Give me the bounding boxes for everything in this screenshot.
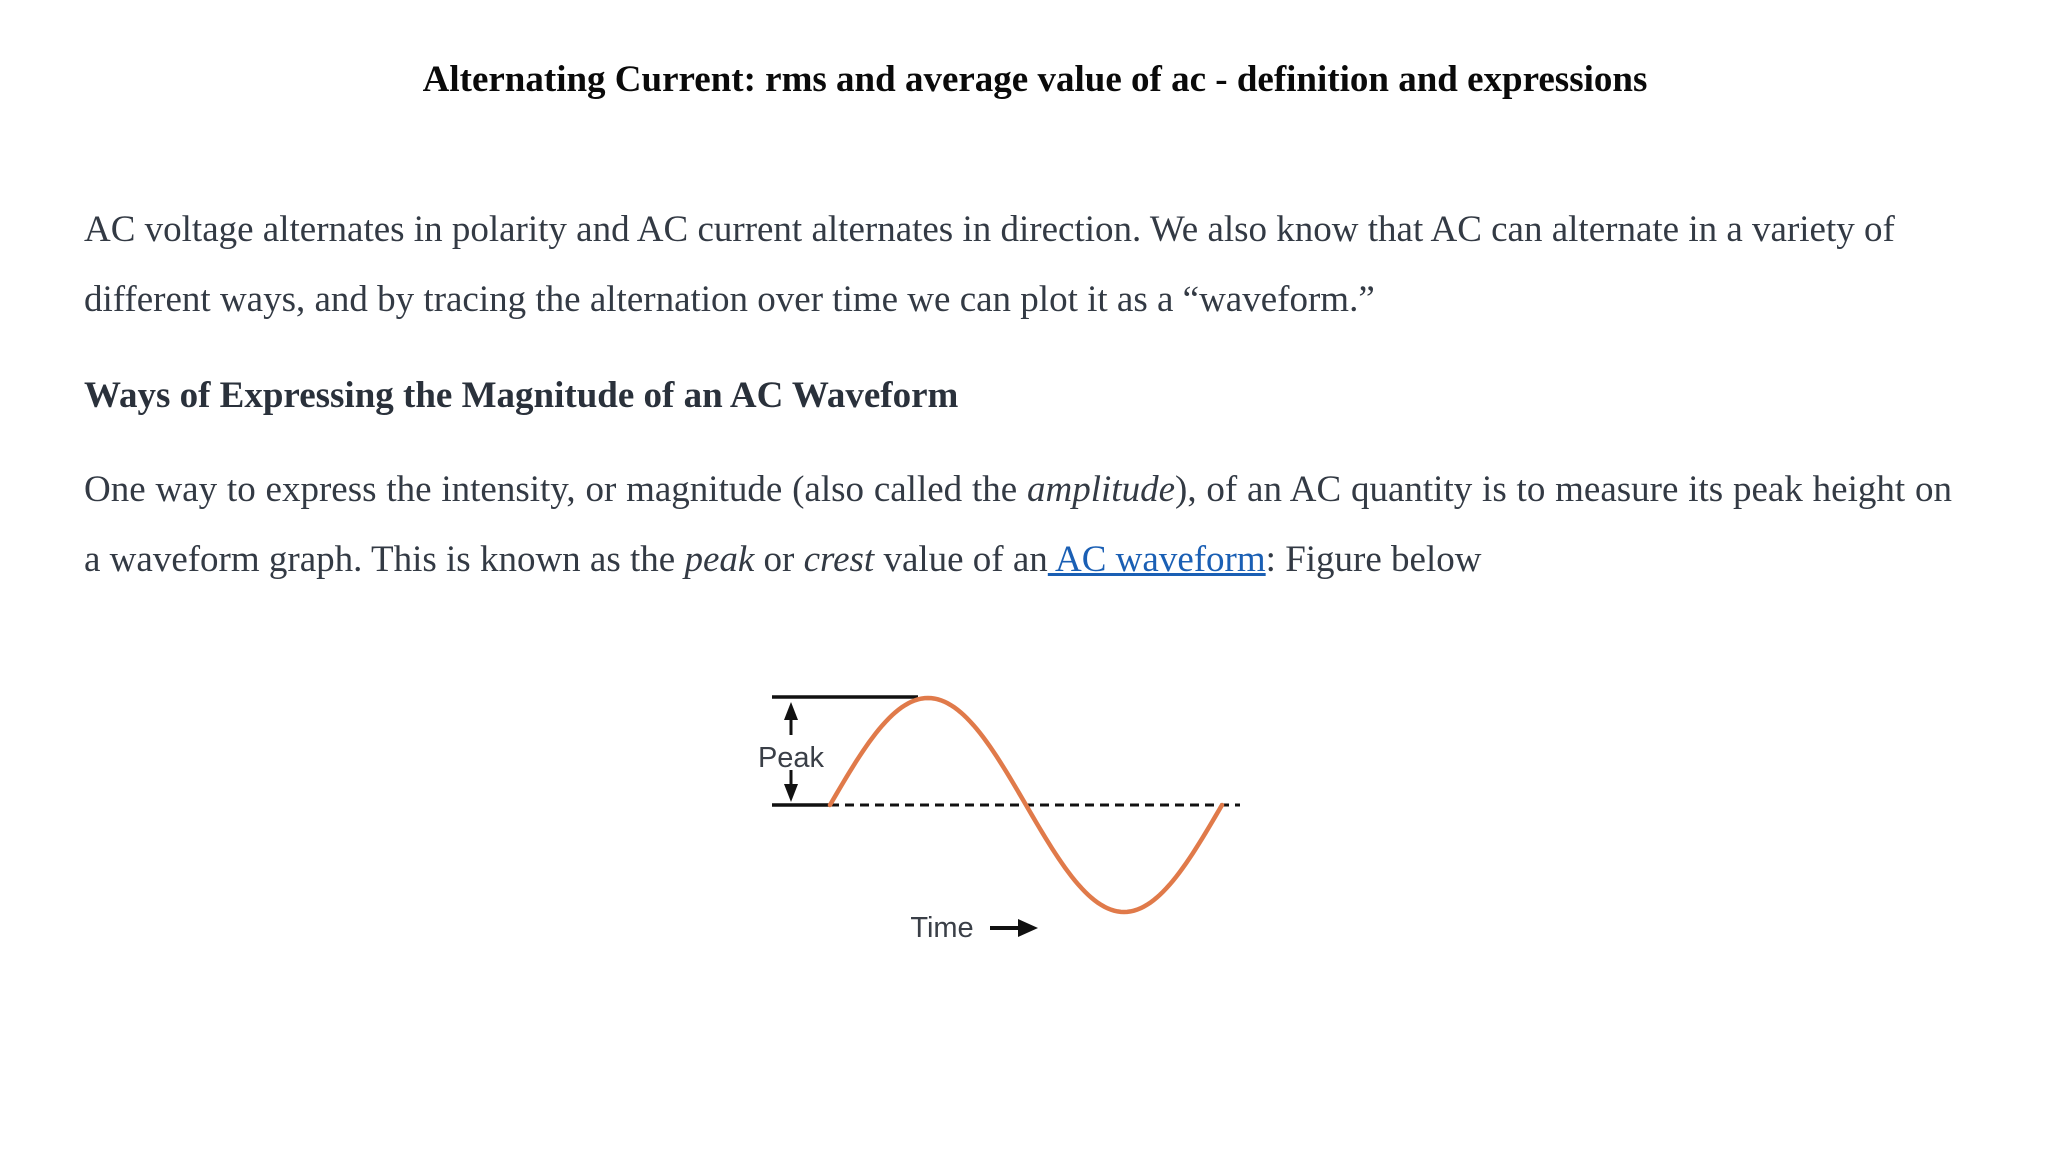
amplitude-term: amplitude [1027,469,1175,510]
peak-arrow-up-icon [784,702,798,720]
paragraph-text: or [754,539,804,580]
paragraph-text: One way to express the intensity, or magnitude (also called the [84,469,1028,510]
waveform-diagram [740,680,1260,960]
paragraph-text: value of an [874,539,1048,580]
waveform-figure [740,680,1260,960]
peak-term: peak [684,539,755,580]
time-arrow-icon [1018,919,1038,937]
section-heading: Ways of Expressing the Magnitude of an AC Waveform [84,375,959,416]
peak-label: Peak [757,742,825,774]
paragraph-text: : Figure below [1265,539,1482,580]
page-title: Alternating Current: rms and average value of ac - definition and expressions [422,59,1648,100]
ac-waveform-link[interactable]: AC waveform [1047,539,1266,580]
paragraph-text: ), of an AC quantity is to measure its peak height on a waveform graph. This is known as the [84,469,1952,580]
intro-paragraph: AC voltage alternates in polarity and AC current alternates in direction. We also know that AC can alternate in a variety of different ways, and by tracing the alternation over time we can plot it as a “waveform.” [84,209,1895,320]
peak-arrow-down-icon [784,784,798,802]
time-label: Time [910,912,974,944]
peak-paragraph [84,455,1952,595]
crest-term: crest [803,539,875,580]
